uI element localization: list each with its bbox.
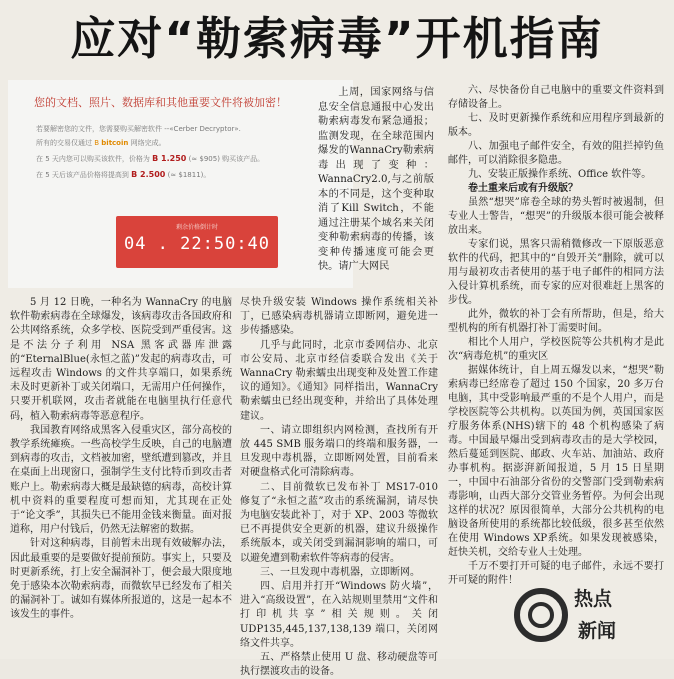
paragraph: 相比个人用户，学校医院等公共机构才是此次“病毒危机”的重灾区 bbox=[448, 337, 664, 362]
paragraph: 四、启用并打开“Windows 防火墙”，进入“高级设置”，在入站规则里禁用“文件和打印机共享”相关规则。关闭 UDP135,445,137,138,139 端口，关闭网络文件共享。 bbox=[240, 581, 438, 649]
paragraph: 三、一旦发现中毒机器，立即断网。 bbox=[260, 566, 420, 578]
paragraph: 5 月 12 日晚，一种名为 WannaCry 的电脑软件勒索病毒在全球爆发，该病毒攻击各国政府和公共网络系统，众多学校、医院受到严重侵害。这是不法分子利用 NSA 黑客武器库泄露的“EternalBlue(永恒之蓝)”发起的病毒攻击，可远程攻击 Windows 的文件共享端口，如果系统未及时更新补丁或关闭端口，无需用户任何操作，只要开机联网，攻击者就能在电脑里执行任意代码，植入勒索病毒等恶意程序。 bbox=[10, 297, 232, 422]
bitcoin-brand: bitcoin bbox=[101, 139, 129, 147]
paragraph: 几乎与此同时，北京市委网信办、北京市公安局、北京市经信委联合发出《关于WannaCry 勒索蠕虫出现变种及处置工作建议的通知》。《通知》同样指出，WannaCry 勒索蠕虫已经出现变种，并给出了具体处理建议。 bbox=[240, 339, 438, 422]
ransom-line-3 bbox=[36, 154, 264, 164]
eye-icon bbox=[528, 602, 554, 628]
ransomware-screenshot bbox=[8, 80, 353, 288]
section-heading: 卷土重来后或有升级版？ bbox=[468, 183, 578, 194]
ransom-warning-subtitle: 您的文档、照片、数据库和其他重要文件将被加密！ bbox=[34, 96, 287, 109]
ransom-line-2-mid: 网络完成。 bbox=[130, 139, 166, 147]
bitcoin-icon: B bbox=[94, 139, 100, 147]
ransom-line-2-pre: 所有的交易仅通过 bbox=[36, 139, 92, 147]
paragraph: 九、安装正版操作系统、Office 软件等。 bbox=[468, 169, 652, 180]
ransom-line-4-post: (≈ $1811)。 bbox=[167, 171, 211, 179]
countdown-label: 剩余价格倒计时 bbox=[175, 224, 218, 231]
paragraph: 我国教育网络成黑客入侵重灾区，部分高校的教学系统瘫痪。一些高校学生反映，自己的电脑遭到病毒的攻击，文档被加密，壁纸遭到篡改，并且在桌面上出现窗口，强制学生支付比特币到攻击者账户上。勒索病毒大概是最缺德的病毒，高校计算机中资料的重要程度可想而知，尤其现在正处于“论文季”，其损失已不能用金钱来衡量。面对报道称，用户付钱后，仍然无法解密的数据。 bbox=[10, 424, 232, 536]
logo-word-1: 热点 bbox=[574, 588, 613, 610]
paragraph: 八、加强电子邮件安全，有效的阻拦掉钓鱼邮件，可以消除很多隐患。 bbox=[448, 141, 664, 166]
ransom-line-2 bbox=[36, 138, 166, 148]
ransom-line-4-pre: 在 5 天后该产品价格将提高到 bbox=[36, 171, 129, 179]
ransom-price-1: B 1.250 bbox=[152, 154, 187, 163]
ransom-price-2: B 2.500 bbox=[131, 170, 166, 179]
paragraph: 据媒体统计，自上周五爆发以来，“想哭”勒索病毒已经席卷了超过 150 个国家，20 多万台电脑，其中受影响最严重的不是个人用户，而是学校医院等公共机构。以英国为例，英国国家医疗服务体系(NHS)辖下的 48 个机构感染了病毒。中国最早爆出受到病毒攻击的是大学校园，然后蔓延到医院、邮政、火车站、加油站、政府办事机构。据澎湃新闻报道，5 月 15 日星期一，中国中石油部分省份的交警部门受到勒索病毒影响，山西大部分交管业务暂停。为何会出现这样的状况？原因很简单，大部分公共机构的电脑设备所使用的系统都比较低级，很多甚至依然在使用 Windows XP系统。如果发现被感染，赶快关机，交给专业人士处理。 bbox=[448, 365, 664, 558]
column-3 bbox=[448, 84, 664, 588]
paragraph: 上周，国家网络与信息安全信息通报中心发出勒索病毒发布紧急通报；监测发现，在全球范围内爆发的WannaCry勒索病毒出现了变种：WannaCry2.0,与之前版本的不同是，这个变种取消了Kill Switch，不能通过注册某个域名来关闭变种勒索病毒的传播，该变种传播速度可能会更快。请广大网民 bbox=[318, 87, 434, 272]
countdown-timer bbox=[116, 216, 278, 268]
ransom-line-3-post: (≈ $905) 购买该产品。 bbox=[188, 155, 265, 163]
paragraph: 虽然“想哭”席卷全球的势头暂时被遏制，但专业人士警告，“想哭”的升级版本很可能会被释放出来。 bbox=[448, 197, 664, 236]
paragraph: 七、及时更新操作系统和应用程序到最新的版本。 bbox=[448, 113, 664, 138]
paragraph: 一、请立即组织内网检测，查找所有开放 445 SMB 服务端口的终端和服务器，一旦发现中毒机器，立即断网处置，目前看来对硬盘格式化可清除病毒。 bbox=[240, 424, 438, 479]
ransom-line-1: 若要解密您的文件，您需要购买解密软件 --«Cerber Decryptor». bbox=[36, 125, 241, 133]
ransom-line-3-pre: 在 5 天内您可以购买该软件，价格为 bbox=[36, 155, 150, 163]
page-headline: 应对“勒索病毒”开机指南 bbox=[70, 12, 604, 65]
logo-word-2: 新闻 bbox=[578, 620, 617, 642]
ransom-line-4 bbox=[36, 170, 210, 180]
paragraph: 针对这种病毒，目前暂未出现有效破解办法，因此最重要的是要做好提前预防。事实上，只要及时更新系统，打上安全漏洞补丁，便会最大限度地免于感染本次勒索病毒，而微软早已经发布了相关的漏洞补丁。诚如有媒体所报道的，这是一起本不该发生的事件。 bbox=[10, 538, 232, 621]
column-2 bbox=[240, 296, 438, 679]
paragraph: 此外，微软的补丁会有所帮助，但是，给大型机构的所有机器打补丁需要时间。 bbox=[448, 309, 664, 334]
paragraph: 六、尽快备份自己电脑中的重要文件资料到存储设备上。 bbox=[448, 85, 664, 110]
hot-news-logo bbox=[514, 578, 634, 648]
paragraph: 专家们说，黑客只需稍微修改一下原版恶意软件的代码，把其中的“自毁开关”删除，就可以用与最初攻击者使用的基于电子邮件的相同方法入侵计算机系统，而专家的应对很难赶上黑客的步伐。 bbox=[448, 239, 664, 306]
paragraph: 尽快升级安装 Windows 操作系统相关补丁，已感染病毒机器请立即断网，避免进一步传播感染。 bbox=[240, 297, 438, 337]
column-right-top bbox=[318, 86, 434, 275]
column-1 bbox=[10, 296, 232, 623]
paragraph: 五、严格禁止使用 U 盘、移动硬盘等可执行摆渡攻击的设备。 bbox=[240, 652, 438, 678]
paragraph: 二、目前微软已发布补丁 MS17-010 修复了“永恒之蓝”攻击的系统漏洞，请尽快为电脑安装此补丁，对于 XP、2003 等微软已不再提供安全更新的机器，建议升级操作系统版本，或关闭受到漏洞影响的端口，可以避免遭到勒索软件等病毒的侵害。 bbox=[240, 481, 438, 564]
paragraph: 千万不要打开可疑的电子邮件，永远不要打开可疑的附件！ bbox=[448, 561, 664, 586]
countdown-value: 04 . 22:50:40 bbox=[123, 234, 271, 254]
